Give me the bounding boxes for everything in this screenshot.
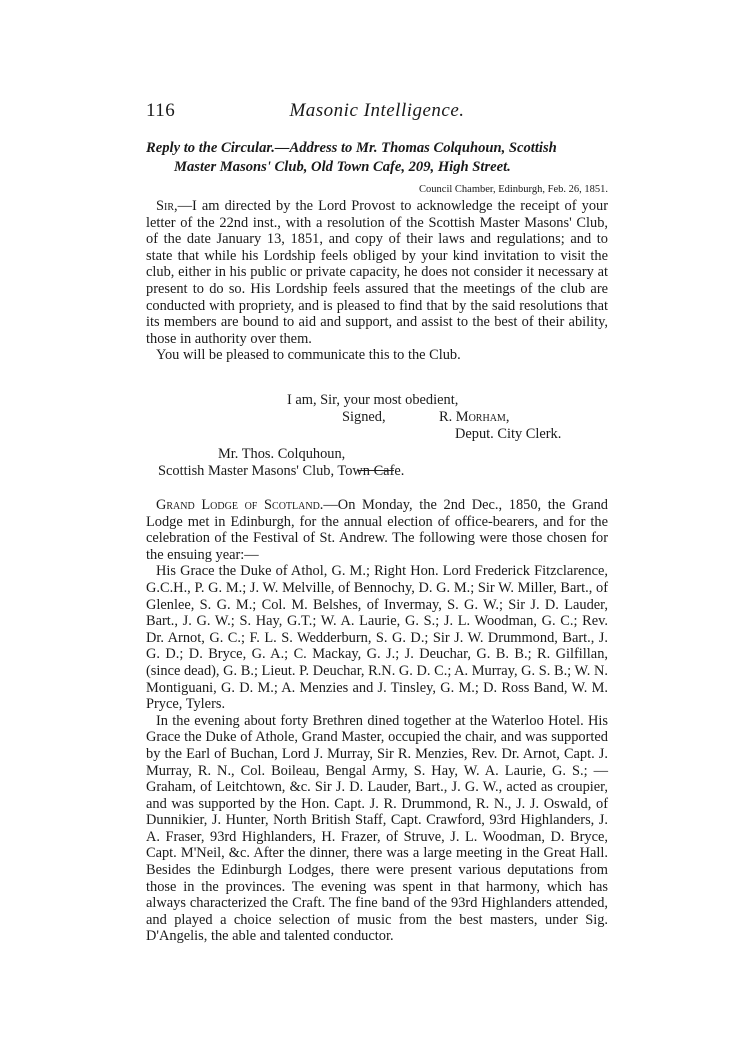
dateline: Council Chamber, Edinburgh, Feb. 26, 1851. <box>419 184 608 195</box>
page-number: 116 <box>146 100 176 121</box>
grand-lodge-text-1: —On Monday, the 2nd Dec., 1850, the Grand Lodge met in Edinburgh, for the annual election of office-bearers, and for the celebration of the Festival of St. Andrew. The following were those chosen for the ensuing year:— <box>146 497 608 563</box>
letter-text-1: —I am directed by the Lord Provost to acknowledge the receipt of your letter of the 22nd inst., with a resolution of the Scottish Master Masons' Club, of the date January 13, 1851, and copy of their laws and regulations; and to state that while his Lordship feels obliged by your kind invitation to visit the club, either in his public or private capacity, he does not consider it necessary at present to do so. His Lordship feels assured that the meetings of the club are conducted with propriety, and is pleased to find that by the said resolutions that its members are bound to aid and support, and assist to the best of their ability, those in authority over them. <box>146 198 608 347</box>
addressee-line-2: Scottish Master Masons' Club, Town Cafe. <box>158 463 405 479</box>
signatory-name: R. Morham, <box>439 409 510 425</box>
reply-title-line-1: Reply to the Circular.—Address to Mr. Thomas Colquhoun, Scottish <box>146 140 557 156</box>
addressee-line-1: Mr. Thos. Colquhoun, <box>218 446 346 462</box>
signatory-title: Deput. City Clerk. <box>455 426 562 442</box>
letter-body <box>146 198 608 364</box>
page-header <box>146 100 608 124</box>
letter-paragraph-2: You will be pleased to communicate this to the Club. <box>156 347 461 364</box>
running-title: Masonic Intelligence. <box>289 100 465 121</box>
section-divider <box>358 470 394 471</box>
letter-paragraph-1 <box>146 198 608 347</box>
grand-lodge-paragraph-1 <box>146 497 608 563</box>
article-lead: Grand Lodge of Scotland. <box>156 497 324 513</box>
reply-title-line-2: Master Masons' Club, Old Town Cafe, 209, High Street. <box>174 159 511 175</box>
closing-phrase: I am, Sir, your most obedient, <box>287 392 459 408</box>
grand-lodge-paragraph-3: In the evening about forty Brethren dined together at the Waterloo Hotel. His Grace the Duke of Athole, Grand Master, occupied the chair, and was supported by the Earl of Buchan, Lord J. Murray, Sir R. Menzies, Rev. Dr. Arnot, Capt. J. Murray, R. N., Col. Boileau, Bengal Army, S. Hay, W. A. Laurie, G. S.; — Graham, of Leitchtown, &c. Sir J. D. Lauder, Bart., J. G. W., acted as croupier, and was supported by the Hon. Capt. J. R. Drummond, R. N., J. J. Oswald, of Dunnikier, J. Hunter, North British Staff, Capt. Crawford, 93rd Highlanders, J. A. Fraser, 93rd Highlanders, H. Frazer, of Struve, J. L. Woodman, D. Bryce, Capt. M'Neil, &c. After the dinner, there was a large meeting in the Great Hall. Besides the Edinburgh Lodges, there were present various deputations from those in the provinces. The evening was spent in that harmony, which has always characterized the Craft. The fine band of the 93rd Highlanders attended, and played a choice selection of music from the best masters, under Sig. D'Angelis, the able and talented conductor. <box>146 712 608 945</box>
signed-label: Signed, <box>342 409 386 425</box>
salutation: Sir, <box>156 198 178 214</box>
grand-lodge-paragraph-2: His Grace the Duke of Athol, G. M.; Right Hon. Lord Frederick Fitzclarence, G.C.H., P. G. M.; J. W. Melville, of Bennochy, D. G. M.; Sir W. Miller, Bart., of Glenlee, S. G. M.; Col. M. Belshes, of Invermay, S. G. W.; Sir J. D. Lauder, Bart., J. G. W.; S. Hay, G.T.; W. A. Laurie, G. S.; J. L. Woodman, G. C.; Rev. Dr. Arnot, G. C.; F. L. S. Wedderburn, S. G. D.; Sir J. W. Drummond, Bart., J. G. D.; D. Bryce, G. A.; C. Mackay, G. J.; J. Deuchar, G. B. B.; R. Gilfillan, (since dead), G. B.; Lieut. P. Deuchar, R.N. G. D. C.; A. Murray, G. S. B.; W. N. Montiguani, G. D. M.; A. Menzies and J. Tinsley, G. M.; D. Ross Band, W. M. Pryce, Tylers. <box>146 563 608 713</box>
grand-lodge-article <box>146 497 608 945</box>
reply-title <box>146 139 608 177</box>
